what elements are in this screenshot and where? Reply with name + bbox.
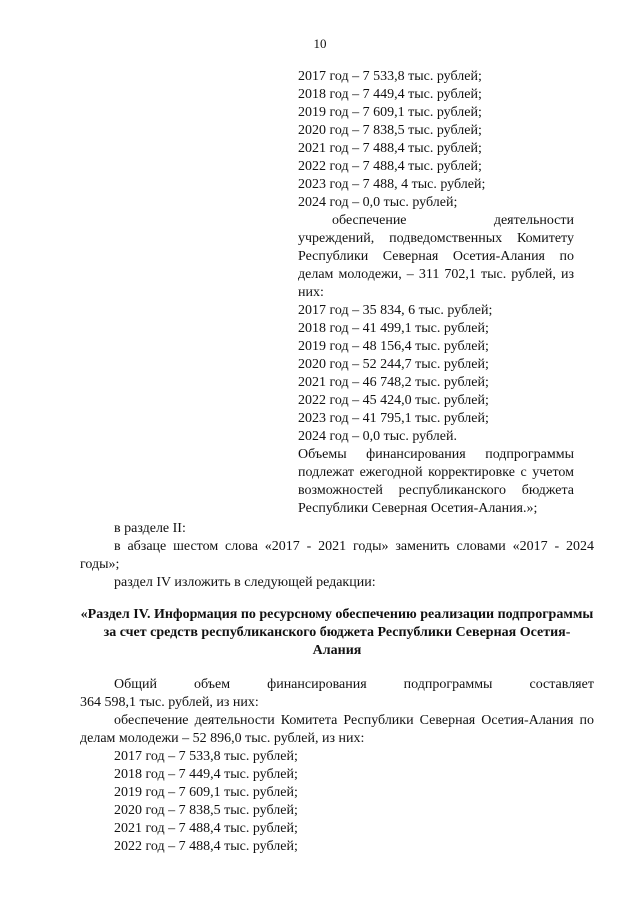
word: обеспечение bbox=[332, 213, 407, 228]
funding-block bbox=[80, 676, 594, 856]
word: финансирования bbox=[267, 677, 367, 692]
list-item: 2019 год – 48 156,4 тыс. рублей; bbox=[298, 339, 489, 354]
list-item: 2021 год – 7 488,4 тыс. рублей; bbox=[114, 821, 298, 836]
list-item: 2020 год – 52 244,7 тыс. рублей; bbox=[298, 357, 489, 372]
total-funding-rest: 364 598,1 тыс. рублей, из них: bbox=[80, 695, 259, 710]
institutions-paragraph: учреждений, подведомственных Комитету Республики Северная Осетия-Алания по делам молодежи, – 311 702,1 тыс. рублей, из них: bbox=[298, 231, 574, 300]
list-item: 2022 год – 7 488,4 тыс. рублей; bbox=[114, 839, 298, 854]
committee-funding-paragraph: обеспечение деятельности Комитета Республики Северная Осетия-Алания по делам молодежи – 52 896,0 тыс. рублей, из них: bbox=[80, 713, 594, 746]
institutions-paragraph-first-line bbox=[298, 212, 574, 230]
list-item: 2018 год – 41 499,1 тыс. рублей; bbox=[298, 321, 489, 336]
list-item: 2024 год – 0,0 тыс. рублей. bbox=[298, 429, 457, 444]
funding-list-main bbox=[80, 748, 594, 856]
total-funding-first-line bbox=[80, 676, 594, 694]
list-item: 2018 год – 7 449,4 тыс. рублей; bbox=[114, 767, 298, 782]
list-item: 2020 год – 7 838,5 тыс. рублей; bbox=[114, 803, 298, 818]
list-item: 2022 год – 7 488,4 тыс. рублей; bbox=[298, 159, 482, 174]
list-item: 2019 год – 7 609,1 тыс. рублей; bbox=[298, 105, 482, 120]
adjustment-paragraph: Объемы финансирования подпрограммы подлежат ежегодной корректировке с учетом возможностей республиканского бюджета Республики Северная Осетия-Алания.»; bbox=[298, 447, 574, 516]
amendment-paragraph: в абзаце шестом слова «2017 - 2021 годы» заменить словами «2017 - 2024 годы»; bbox=[80, 539, 594, 572]
list-item: 2018 год – 7 449,4 тыс. рублей; bbox=[298, 87, 482, 102]
funding-list-committee bbox=[298, 68, 574, 212]
word: составляет bbox=[529, 677, 594, 692]
list-item: 2021 год – 46 748,2 тыс. рублей; bbox=[298, 375, 489, 390]
section-heading: «Раздел IV. Информация по ресурсному обеспечению реализации подпрограммы за счет средств республиканского бюджета Республики Северная Осетия-Алания bbox=[80, 607, 594, 658]
section-reference: в разделе II: bbox=[114, 521, 186, 536]
list-item: 2017 год – 7 533,8 тыс. рублей; bbox=[114, 749, 298, 764]
word: объем bbox=[194, 677, 231, 692]
right-column-block bbox=[298, 68, 574, 518]
list-item: 2019 год – 7 609,1 тыс. рублей; bbox=[114, 785, 298, 800]
list-item: 2022 год – 45 424,0 тыс. рублей; bbox=[298, 393, 489, 408]
list-item: 2017 год – 7 533,8 тыс. рублей; bbox=[298, 69, 482, 84]
list-item: 2020 год – 7 838,5 тыс. рублей; bbox=[298, 123, 482, 138]
funding-list-institutions bbox=[298, 302, 574, 446]
list-item: 2023 год – 7 488, 4 тыс. рублей; bbox=[298, 177, 486, 192]
restate-paragraph: раздел IV изложить в следующей редакции: bbox=[114, 575, 376, 590]
word: Общий bbox=[114, 677, 157, 692]
word: деятельности bbox=[493, 213, 574, 228]
word: подпрограммы bbox=[403, 677, 493, 692]
list-item: 2017 год – 35 834, 6 тыс. рублей; bbox=[298, 303, 493, 318]
page-number: 10 bbox=[313, 36, 327, 51]
list-item: 2024 год – 0,0 тыс. рублей; bbox=[298, 195, 458, 210]
list-item: 2023 год – 41 795,1 тыс. рублей; bbox=[298, 411, 489, 426]
list-item: 2021 год – 7 488,4 тыс. рублей; bbox=[298, 141, 482, 156]
amendments-block bbox=[80, 520, 594, 592]
